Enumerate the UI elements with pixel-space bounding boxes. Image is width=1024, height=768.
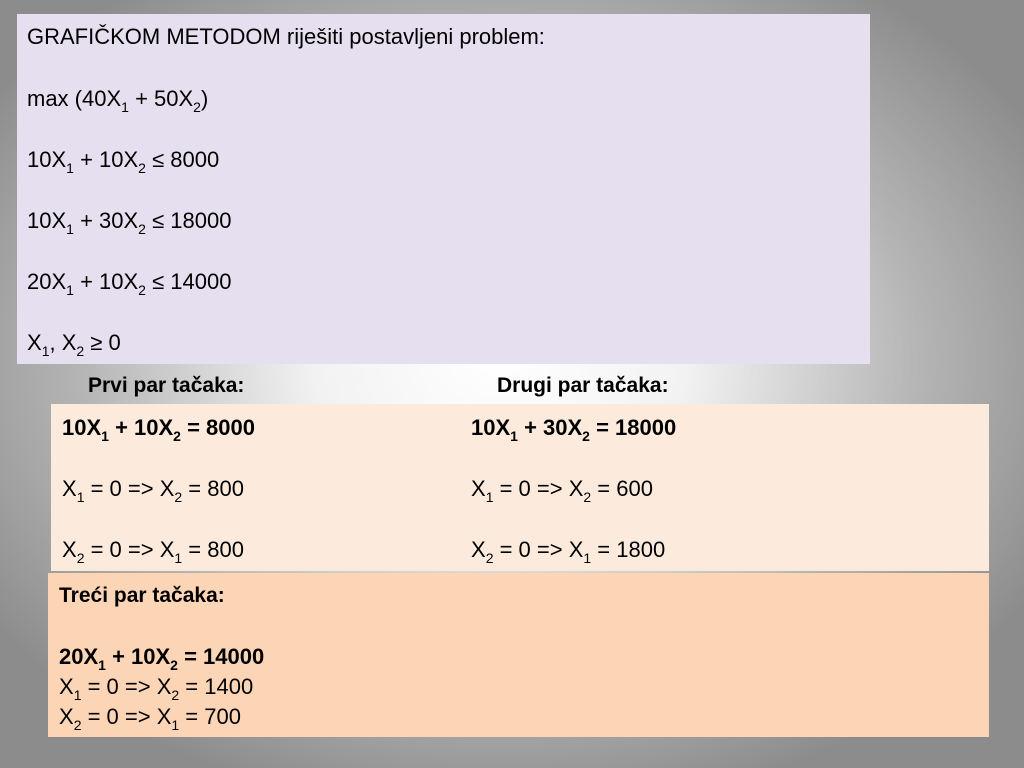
constraint-3: $20X_1 + 10X_2 \le 14000$ xyxy=(27,269,232,298)
first-pair-heading: Prvi par tačaka: xyxy=(88,374,245,397)
third-pair-point-2: $X_2 = 0 => X_1 = 700$ xyxy=(59,704,241,733)
non-negativity-constraint: $X_1$, $X_2 \ge 0$ xyxy=(27,330,121,359)
objective-function: $\max (40X_1 + 50X_2)$ xyxy=(27,86,209,115)
third-pair-heading: Treći par tačaka: xyxy=(59,584,225,607)
first-pair-point-1: $X_1 = 0 => X_2 = 800$ xyxy=(62,476,244,505)
point-pairs-box xyxy=(51,404,989,571)
third-pair-box xyxy=(48,573,989,737)
second-pair-point-1: $X_1 = 0 => X_2 = 600$ xyxy=(471,476,653,505)
second-pair-point-2: $X_2 = 0 => X_1 = 1800$ xyxy=(471,537,666,566)
third-pair-equation: $20X_1 + 10X_2 = 14000$ xyxy=(59,644,265,673)
third-pair-point-1: $X_1 = 0 => X_2 = 1400$ xyxy=(59,674,254,703)
constraint-2: $10X_1 + 30X_2 \le 18000$ xyxy=(27,208,232,237)
instruction-text: GRAFIČKOM METODOM riješiti postavljeni problem: xyxy=(27,24,545,49)
first-pair-point-2: $X_2 = 0 => X_1 = 800$ xyxy=(62,537,244,566)
constraint-1: $10X_1 + 10X_2 \le 8000$ xyxy=(27,147,220,176)
first-pair-equation: $10X_1 + 10X_2 = 8000$ xyxy=(62,415,255,444)
problem-statement-box xyxy=(17,14,870,364)
second-pair-equation: $10X_1 + 30X_2 = 18000$ xyxy=(471,415,677,444)
second-pair-heading: Drugi par tačaka: xyxy=(497,374,669,397)
